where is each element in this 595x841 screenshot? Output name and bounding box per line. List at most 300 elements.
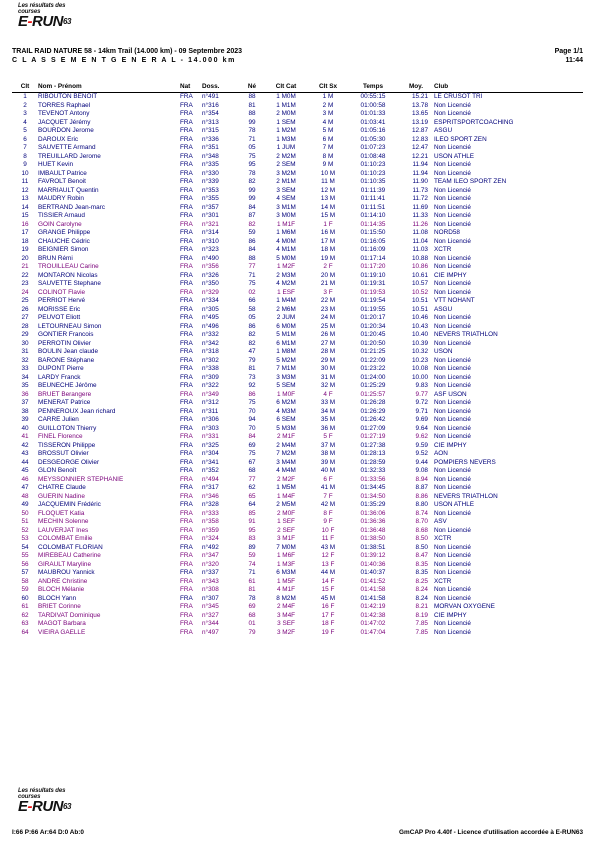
cell-moy: 11.73	[412, 186, 428, 194]
cell-nom: CARRÉ Julien	[38, 416, 79, 423]
table-row	[12, 476, 583, 485]
cell-club: Non Licencié	[434, 322, 471, 330]
cell-club: NORD58	[434, 229, 460, 236]
cell-nom: SAUVETTE Armand	[38, 144, 96, 151]
cell-cltsx: 1 M	[322, 93, 334, 100]
cell-temps: 01:42:19	[360, 603, 386, 610]
cell-nat: FRA	[180, 628, 193, 636]
cell-cltsx: 13 F	[321, 560, 335, 568]
cell-doss: n°334	[202, 297, 219, 304]
cell-moy: 9.08	[415, 467, 428, 474]
cell-doss: n°491	[202, 93, 219, 100]
cell-nom: TROUILLEAU Carine	[38, 263, 99, 270]
table-row	[12, 331, 583, 340]
cell-nom: MIREBEAU Catherine	[38, 552, 101, 559]
cell-ne: 77	[248, 263, 256, 270]
cell-ne: 62	[248, 484, 256, 491]
cell-cltcat: 7 M2M	[276, 450, 296, 457]
cell-nat: FRA	[180, 314, 193, 321]
cell-ne: 78	[248, 127, 256, 134]
cell-temps: 01:20:50	[360, 339, 386, 347]
cell-doss: n°336	[202, 135, 219, 143]
cell-clt: 37	[21, 399, 29, 406]
cell-club: Non Licencié	[434, 433, 471, 440]
cell-clt: 3	[23, 110, 27, 117]
cell-temps: 01:14:10	[360, 212, 386, 219]
cell-cltcat: 4 M0M	[276, 237, 296, 245]
cell-club: LE CRUSOT TRI	[434, 93, 483, 100]
col-doss: Doss.	[202, 80, 240, 93]
cell-doss: n°320	[202, 560, 219, 568]
table-row	[12, 348, 583, 357]
cell-club: Non Licencié	[434, 467, 471, 474]
cell-club: Non Licencié	[434, 620, 471, 627]
table-header-row	[12, 80, 583, 93]
col-temps: Temps	[348, 80, 398, 93]
cell-cltcat: 3 M4M	[276, 458, 296, 466]
table-row	[12, 552, 583, 561]
cell-temps: 01:10:23	[360, 161, 386, 168]
cell-temps: 01:07:23	[360, 144, 386, 151]
cell-cltcat: 1 M2M	[276, 127, 296, 134]
cell-nom: BOURDON Jerome	[38, 127, 94, 134]
cell-nat: FRA	[180, 322, 193, 330]
cell-temps: 01:32:33	[360, 467, 386, 474]
cell-doss: n°349	[202, 390, 219, 398]
cell-nom: PENNEROUX Jean richard	[38, 407, 116, 415]
cell-moy: 10.23	[412, 356, 428, 364]
cell-cltcat: 4 M4M	[276, 467, 296, 474]
cell-nat: FRA	[180, 382, 193, 389]
cell-clt: 10	[21, 169, 29, 177]
table-row	[12, 442, 583, 451]
cell-doss: n°344	[202, 620, 219, 627]
cell-nom: MAGOT Barbara	[38, 620, 86, 627]
cell-cltsx: 22 M	[320, 297, 336, 304]
cell-cltsx: 24 M	[320, 314, 336, 321]
cell-club: Non Licencié	[434, 195, 471, 202]
table-row	[12, 153, 583, 162]
cell-cltsx: 4 M	[322, 118, 334, 126]
cell-cltcat: 2 M2F	[276, 475, 296, 483]
table-row	[12, 433, 583, 442]
cell-doss: n°337	[202, 569, 219, 576]
cell-temps: 01:36:36	[360, 518, 386, 525]
cell-nat: FRA	[180, 93, 193, 100]
cell-doss: n°333	[202, 509, 219, 517]
cell-nat: FRA	[180, 144, 193, 151]
cell-nom: FAVROLT Benoit	[38, 178, 86, 185]
cell-club: ASGU	[434, 127, 453, 134]
cell-temps: 01:19:53	[360, 288, 386, 296]
table-row	[12, 459, 583, 468]
cell-moy: 10.39	[412, 339, 428, 347]
table-row	[12, 399, 583, 408]
cell-cltsx: 35 M	[320, 416, 336, 423]
cell-club: ASV	[434, 518, 447, 525]
cell-nom: BRUET Berangere	[38, 390, 92, 398]
cell-clt: 31	[21, 348, 29, 355]
cell-nom: TISSIER Arnaud	[38, 212, 85, 219]
cell-nat: FRA	[180, 475, 193, 483]
cell-moy: 9.77	[415, 390, 428, 398]
cell-nat: FRA	[180, 110, 193, 117]
cell-cltsx: 26 M	[320, 331, 336, 338]
cell-ne: 02	[248, 288, 256, 296]
cell-club: Non Licencié	[434, 254, 471, 262]
cell-nom: TREUILLARD Jerome	[38, 152, 101, 160]
cell-clt: 13	[21, 195, 29, 202]
cell-nat: FRA	[180, 118, 193, 126]
cell-cltsx: 13 M	[320, 195, 336, 202]
cell-club: VTT NOHANT	[434, 297, 475, 304]
cell-nom: BEIGNIER Simon	[38, 246, 89, 253]
cell-temps: 01:40:36	[360, 560, 386, 568]
cell-doss: n°350	[202, 280, 219, 287]
cell-doss: n°354	[202, 110, 219, 117]
cell-doss: n°331	[202, 433, 219, 440]
cell-club: Non Licencié	[434, 509, 471, 517]
cell-clt: 58	[21, 577, 29, 585]
cell-doss: n°497	[202, 628, 219, 636]
cell-nat: FRA	[180, 407, 193, 415]
cell-doss: n°339	[202, 178, 219, 185]
cell-cltsx: 16 F	[321, 603, 335, 610]
cell-cltcat: 5 M0M	[276, 254, 296, 262]
cell-temps: 01:20:17	[360, 314, 386, 321]
cell-doss: n°305	[202, 305, 219, 313]
cell-nat: FRA	[180, 594, 193, 602]
table-row	[12, 263, 583, 272]
col-clt: Clt	[12, 80, 38, 93]
cell-cltsx: 5 M	[322, 127, 334, 134]
cell-moy: 10.32	[412, 348, 428, 355]
cell-cltsx: 38 M	[320, 450, 336, 457]
cell-cltsx: 19 M	[320, 254, 336, 262]
cell-temps: 01:15:50	[360, 229, 386, 236]
cell-moy: 8.74	[415, 509, 428, 517]
cell-cltsx: 3 M	[322, 110, 334, 117]
cell-doss: n°316	[202, 101, 219, 109]
table-row	[12, 170, 583, 179]
cell-club: Non Licencié	[434, 365, 471, 372]
cell-nat: FRA	[180, 101, 193, 109]
cell-clt: 12	[21, 186, 29, 194]
cell-nat: FRA	[180, 169, 193, 177]
table-row	[12, 595, 583, 604]
cell-nat: FRA	[180, 390, 193, 398]
cell-cltcat: 1 M4F	[276, 492, 296, 500]
cell-nom: PEUVOT Eliott	[38, 314, 81, 321]
cell-cltsx: 10 F	[321, 526, 335, 534]
cell-nom: MONTARON Nicolas	[38, 271, 98, 279]
cell-nom: FLOQUET Katia	[38, 509, 85, 517]
cell-cltcat: 7 M1M	[276, 365, 296, 372]
cell-nom: MEYSSONNIER STEPHANIE	[38, 475, 124, 483]
table-row	[12, 136, 583, 145]
cell-cltcat: 1 M5F	[276, 577, 296, 585]
cell-club: AON	[434, 450, 448, 457]
cell-moy: 12.21	[412, 152, 428, 160]
cell-moy: 11.26	[412, 220, 428, 228]
cell-moy: 10.43	[412, 322, 428, 330]
cell-nom: LETOURNEAU Simon	[38, 322, 102, 330]
table-row	[12, 629, 583, 638]
cell-doss: n°355	[202, 195, 219, 202]
cell-cltcat: 4 M3M	[276, 407, 296, 415]
cell-doss: n°325	[202, 441, 219, 449]
cell-cltsx: 9 F	[323, 518, 333, 525]
cell-nat: FRA	[180, 577, 193, 585]
cell-ne: 95	[248, 161, 256, 168]
cell-clt: 39	[21, 416, 29, 423]
cell-clt: 16	[21, 220, 29, 228]
cell-cltsx: 19 F	[321, 628, 335, 636]
table-row	[12, 272, 583, 281]
cell-cltcat: 6 SEM	[276, 416, 296, 423]
table-row	[12, 391, 583, 400]
cell-moy: 9.44	[415, 458, 428, 466]
cell-nat: FRA	[180, 365, 193, 372]
cell-cltcat: 5 M2M	[276, 356, 296, 364]
cell-cltcat: 1 ESF	[277, 288, 295, 296]
cell-moy: 8.70	[415, 518, 428, 525]
cell-club: NEVERS TRIATHLON	[434, 331, 498, 338]
cell-ne: 69	[248, 441, 256, 449]
cell-temps: 01:35:29	[360, 501, 386, 508]
cell-ne: 82	[248, 178, 256, 185]
cell-ne: 78	[248, 594, 256, 602]
cell-nat: FRA	[180, 518, 193, 525]
cell-nom: MAUBROU Yannick	[38, 569, 95, 576]
cell-cltcat: 8 M2M	[276, 594, 296, 602]
table-row	[12, 408, 583, 417]
cell-clt: 2	[23, 101, 27, 109]
cell-club: Non Licencié	[434, 382, 471, 389]
cell-moy: 8.87	[415, 484, 428, 491]
cell-ne: 99	[248, 195, 256, 202]
cell-club: Non Licencié	[434, 314, 471, 321]
cell-clt: 8	[23, 152, 27, 160]
cell-cltcat: 3 M2M	[276, 169, 296, 177]
cell-cltcat: 2 M6M	[276, 305, 296, 313]
cell-nat: FRA	[180, 535, 193, 542]
cell-cltsx: 12 M	[320, 186, 336, 194]
cell-doss: n°341	[202, 458, 219, 466]
cell-ne: 81	[248, 586, 256, 593]
cell-temps: 01:19:31	[360, 280, 386, 287]
cell-nat: FRA	[180, 441, 193, 449]
cell-clt: 62	[21, 611, 29, 619]
cell-cltsx: 27 M	[320, 339, 336, 347]
results-table	[12, 80, 583, 637]
cell-moy: 11.03	[412, 246, 428, 253]
cell-club: Non Licencié	[434, 628, 471, 636]
col-cltsx: Clt Sx	[308, 80, 348, 93]
cell-cltsx: 14 F	[321, 577, 335, 585]
cell-cltcat: 3 M1M	[276, 203, 296, 211]
cell-nat: FRA	[180, 254, 193, 262]
table-row	[12, 144, 583, 153]
cell-ne: 79	[248, 356, 256, 364]
cell-temps: 01:05:30	[360, 135, 386, 143]
cell-moy: 10.52	[412, 288, 428, 296]
cell-nom: FINEL Florence	[38, 433, 83, 440]
cell-moy: 8.50	[415, 535, 428, 542]
cell-clt: 49	[21, 501, 29, 508]
cell-cltsx: 23 M	[320, 305, 336, 313]
cell-clt: 27	[21, 314, 29, 321]
cell-moy: 10.61	[412, 271, 428, 279]
cell-nat: FRA	[180, 526, 193, 534]
table-row	[12, 289, 583, 298]
cell-temps: 01:34:50	[360, 492, 386, 500]
cell-clt: 18	[21, 237, 29, 245]
cell-doss: n°357	[202, 203, 219, 211]
cell-clt: 19	[21, 246, 29, 253]
cell-doss: n°496	[202, 322, 219, 330]
cell-moy: 11.33	[412, 212, 428, 219]
cell-temps: 01:19:10	[360, 271, 386, 279]
cell-ne: 75	[248, 450, 256, 457]
cell-ne: 82	[248, 331, 256, 338]
cell-clt: 33	[21, 365, 29, 372]
cell-nom: BERTRAND Jean-marc	[38, 203, 105, 211]
cell-nom: BEUNECHE Jérôme	[38, 382, 97, 389]
cell-ne: 71	[248, 271, 256, 279]
cell-clt: 36	[21, 390, 29, 398]
cell-cltcat: 2 M1F	[276, 433, 296, 440]
cell-nom: MENERAT Patrice	[38, 399, 91, 406]
cell-nat: FRA	[180, 560, 193, 568]
cell-clt: 25	[21, 297, 29, 304]
cell-ne: 58	[248, 305, 256, 313]
cell-ne: 59	[248, 552, 256, 559]
cell-nom: GONTIER Francois	[38, 331, 94, 338]
cell-doss: n°323	[202, 246, 219, 253]
cell-ne: 68	[248, 611, 256, 619]
cell-nat: FRA	[180, 229, 193, 236]
cell-moy: 8.80	[415, 501, 428, 508]
cell-nat: FRA	[180, 467, 193, 474]
table-row	[12, 612, 583, 621]
cell-cltsx: 34 M	[320, 407, 336, 415]
cell-moy: 9.64	[415, 424, 428, 432]
cell-doss: n°307	[202, 594, 219, 602]
table-row	[12, 578, 583, 587]
cell-nom: COLOMBAT Emilie	[38, 535, 93, 542]
table-row	[12, 119, 583, 128]
cell-club: NEVERS TRIATHLON	[434, 492, 498, 500]
cell-club: Non Licencié	[434, 161, 471, 168]
cell-cltcat: 5 M1M	[276, 331, 296, 338]
cell-temps: 01:22:09	[360, 356, 386, 364]
cell-cltsx: 6 M	[322, 135, 334, 143]
cell-temps: 01:19:55	[360, 305, 386, 313]
table-row	[12, 323, 583, 332]
table-row	[12, 450, 583, 459]
cell-cltcat: 2 M5M	[276, 501, 296, 508]
table-row	[12, 187, 583, 196]
cell-nom: GUERIN Nadine	[38, 492, 85, 500]
cell-nat: FRA	[180, 552, 193, 559]
cell-nat: FRA	[180, 203, 193, 211]
cell-doss: n°345	[202, 603, 219, 610]
cell-nat: FRA	[180, 620, 193, 627]
cell-nom: SAUVETTE Stephane	[38, 280, 101, 287]
cell-moy: 13.78	[412, 101, 428, 109]
cell-cltsx: 8 M	[322, 152, 334, 160]
cell-nat: FRA	[180, 348, 193, 355]
col-ne: Né	[240, 80, 264, 93]
cell-club: Non Licencié	[434, 407, 471, 415]
cell-ne: 75	[248, 152, 256, 160]
cell-doss: n°356	[202, 263, 219, 270]
cell-clt: 35	[21, 382, 29, 389]
cell-temps: 01:10:23	[360, 169, 386, 177]
table-row	[12, 586, 583, 595]
cell-cltsx: 14 M	[320, 203, 336, 211]
cell-nat: FRA	[180, 178, 193, 185]
cell-cltsx: 18 M	[320, 246, 336, 253]
cell-doss: n°492	[202, 543, 219, 551]
cell-ne: 73	[248, 373, 256, 381]
cell-club: Non Licencié	[434, 526, 471, 534]
cell-nom: MAUDRY Robin	[38, 195, 84, 202]
cell-clt: 5	[23, 127, 27, 134]
cell-club: XCTR	[434, 535, 452, 542]
cell-cltsx: 30 M	[320, 365, 336, 372]
cell-cltcat: 1 M8M	[276, 348, 296, 355]
cell-cltsx: 6 F	[323, 475, 333, 483]
cell-nat: FRA	[180, 305, 193, 313]
table-row	[12, 246, 583, 255]
cell-temps: 01:41:58	[360, 586, 386, 593]
cell-moy: 9.83	[415, 382, 428, 389]
cell-clt: 53	[21, 535, 29, 542]
page-number: Page 1/1	[554, 48, 583, 55]
cell-club: Non Licencié	[434, 186, 471, 194]
cell-nom: COLINOT Flavie	[38, 288, 86, 296]
cell-cltsx: 39 M	[320, 458, 336, 466]
race-title: TRAIL RAID NATURE 58 - 14km Trail (14.000 km) - 09 Septembre 2023	[12, 48, 243, 55]
cell-cltsx: 40 M	[320, 467, 336, 474]
cell-moy: 9.72	[415, 399, 428, 406]
cell-temps: 01:33:56	[360, 475, 386, 483]
cell-temps: 01:27:19	[360, 433, 386, 440]
cell-nat: FRA	[180, 501, 193, 508]
cell-moy: 8.24	[415, 594, 428, 602]
col-club: Club	[434, 80, 583, 93]
cell-cltcat: 1 SEM	[276, 118, 296, 126]
table-row	[12, 569, 583, 578]
cell-moy: 9.62	[415, 433, 428, 440]
cell-ne: 88	[248, 93, 256, 100]
cell-cltsx: 7 F	[323, 492, 333, 500]
cell-nat: FRA	[180, 263, 193, 270]
cell-doss: n°346	[202, 492, 219, 500]
cell-doss: n°317	[202, 484, 219, 491]
cell-doss: n°329	[202, 288, 219, 296]
cell-clt: 48	[21, 492, 29, 500]
cell-cltsx: 36 M	[320, 424, 336, 432]
cell-cltcat: 3 SEF	[277, 620, 295, 627]
cell-cltcat: 5 M3M	[276, 424, 296, 432]
cell-nat: FRA	[180, 186, 193, 194]
cell-club: Non Licencié	[434, 586, 471, 593]
cell-nat: FRA	[180, 212, 193, 219]
cell-temps: 01:11:41	[360, 195, 386, 202]
